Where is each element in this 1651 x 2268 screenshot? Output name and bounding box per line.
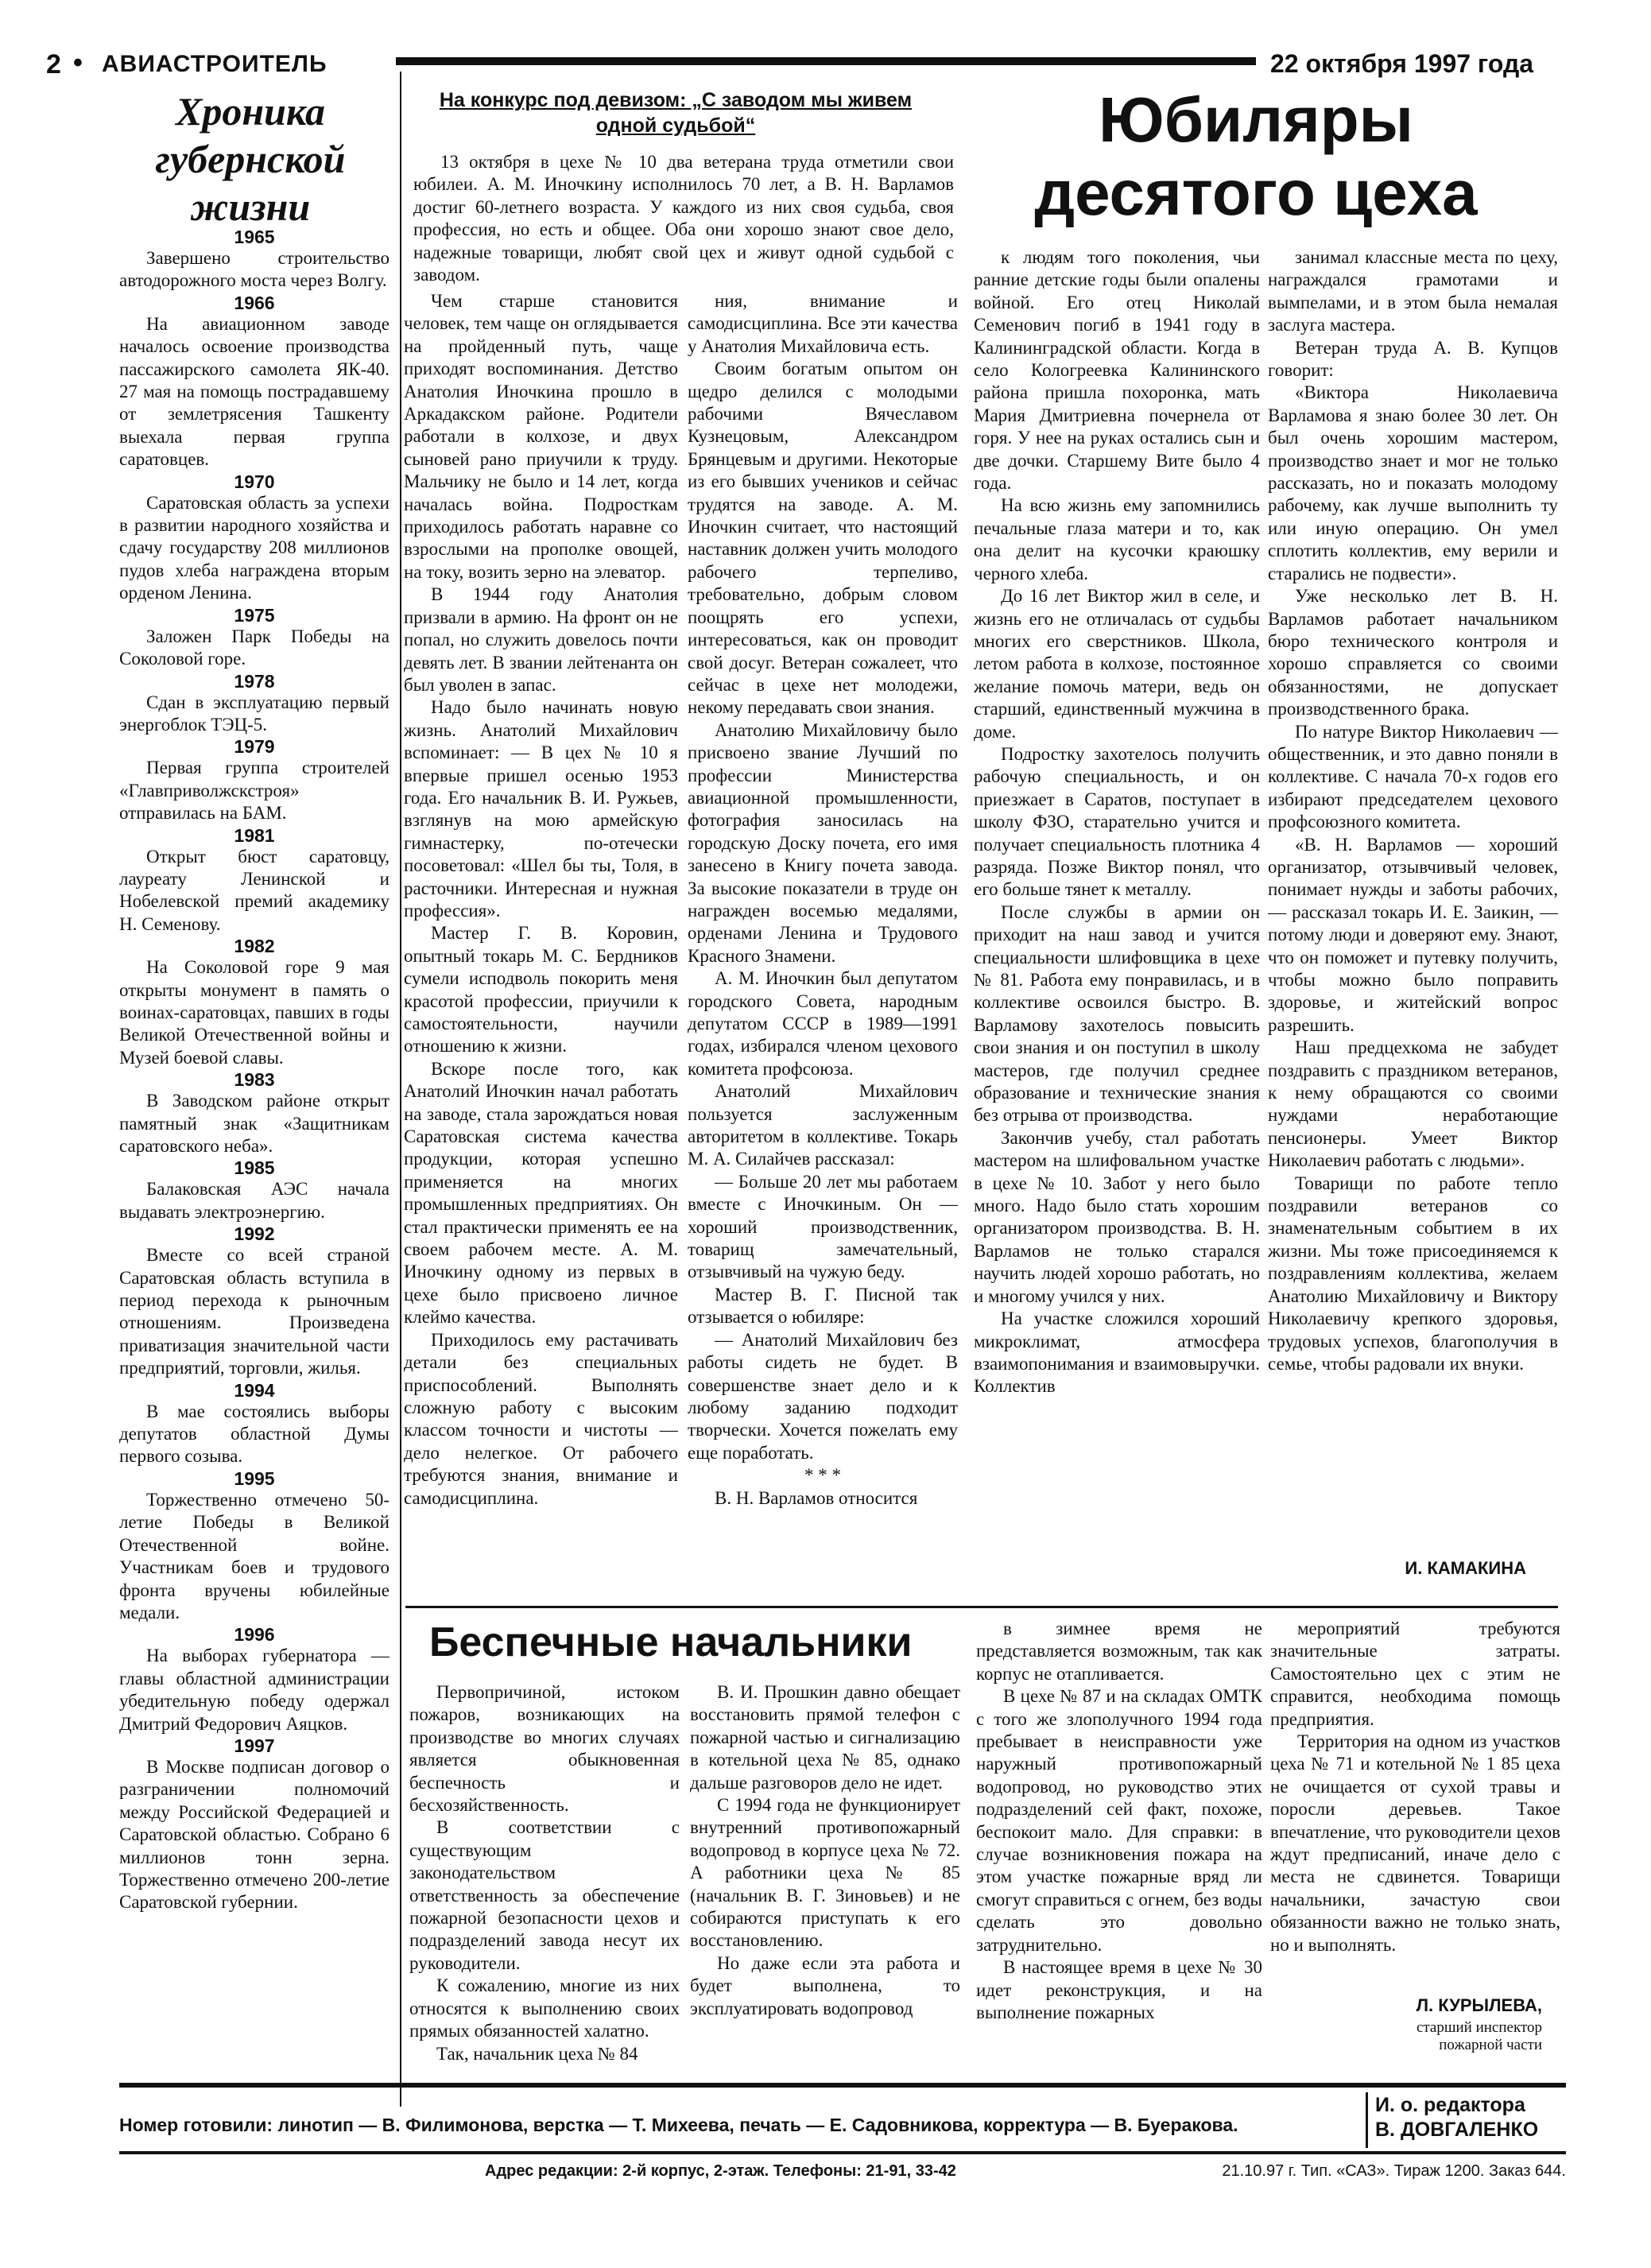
fire-col-3: в зимнее время не представляется возможным, так как корпус не отапливается. В цехе № 87 и на складах ОМТК с того же злополучного 1994 года пребывает в неисправности уже наружный противопожарный водопровод, но руководство этих подразделений сей факт, похоже, беспокоит мало. Для справки: в случае возникновения пожара на этом участке пожарные вряд ли смогут справиться с огнем, без воды сделать это довольно затруднительно. В настоящее время в цехе № 30 идет реконструкция, и на выполнение пожарных xyxy=(976,1619,1262,2022)
column-divider xyxy=(400,72,401,2107)
fire-col-1: Первопричиной, истоком пожаров, возникающих на производстве во многих случаях является обыкновенная беспечность и бесхозяйственность. В соответствии с существующим законодательством ответственность за обеспечение пожарной безопасности цехов и подразделений завода несут их руководители. К сожалению, многие из них относятся к выполнению своих прямых обязанностей халатно. Так, начальник цеха № 84 xyxy=(409,1682,680,2064)
chronicle-entry: 1994 В мае состоялись выборы депутатов областной Думы первого созыва. xyxy=(119,1379,389,1467)
chronicle-entry: 1983 В Заводском районе открыт памятный знак «Защитникам саратовского неба». xyxy=(119,1069,389,1156)
chronicle-entry: 1975 Заложен Парк Победы на Соколовой горе. xyxy=(119,604,389,669)
chronicle-entry: 1965 Завершено строительство автодорожного моста через Волгу. xyxy=(119,227,389,291)
masthead-rule xyxy=(396,57,1256,65)
footer-rule-bottom xyxy=(119,2151,1566,2154)
chronicle-entry: 1981 Открыт бюст саратовцу, лауреату Ленинской и Нобелевской премий академику Н. Семенову. xyxy=(119,824,389,934)
editor-role: И. о. редактора xyxy=(1375,2094,1525,2116)
jubilee-col-2: ния, внимание и самодисциплина. Все эти качества у Анатолия Михайловича есть. Своим богатым опытом он щедро делился с молодыми рабочими Вячеславом Кузнецовым, Александром Брянцевым и другими. Некоторые из его бывших учеников и сейчас трудятся на заводе. А. М. Иночкин считает, что настоящий наставник должен учить молодого рабочего терпеливо, требовательно, добрым словом поощрять его успехи, интересоваться, как он проводит свой досуг. Ветеран сожалеет, что сейчас в цехе нет молодежи, некому передавать свои знания. Анатолию Михайловичу было присвоено звание Лучший по профессии Министерства авиационной промышленности, фотография заносилась на городскую Доску почета, его имя занесено в Книгу почета завода. За высокие показатели в труде он награжден восемью медалями, орденами Ленина и Трудового Красного Знамени. А. М. Иночкин был депутатом городского Совета, народным депутатом СССР в 1989—1991 годах, избирался членом цехового комитета профсоюза. Анатолий Михайлович пользуется заслуженным авторитетом в коллективе. Токарь М. А. Силайчев рассказал: — Больше 20 лет мы работаем вместе с Иночкиным. Он — хороший производственник, товарищ замечательный, отзывчивый на чужую беду. Мастер В. Г. Писной так отзывается о юбиляре: — Анатолий Михайлович без работы сидеть не будет. В совершенстве знает дело и к любому заданию подходит творчески. Хочется пожелать ему еще поработать. * * * В. Н. Варламов относится xyxy=(688,290,958,1610)
section-divider xyxy=(405,1606,1558,1608)
jubilee-col-4: занимал классные места по цеху, награждался грамотами и вымпелами, и в этом была немалая заслуга мастера. Ветеран труда А. В. Купцов говорит: «Виктора Николаевича Варламова я знаю более 30 лет. Он был очень хорошим мастером, производство знает и мог не только рассказать, но и показать молодому рабочему, как лучше выполнить ту или иную операцию. Он умел сплотить коллектив, ему верили и старались не подвести». Уже несколько лет В. Н. Варламов работает начальником бюро технического контроля и хорошо справляется со своими обязанностями, не допускает производственного брака. По натуре Виктор Николаевич — общественник, и это давно поняли в коллективе. С начала 70-х годов его избирают председателем цехового профсоюзного комитета. «В. Н. Варламов — хороший организатор, отзывчивый человек, понимает нужды и заботы рабочих, — рассказал токарь И. Е. Заикин, — потому люди и доверяют ему. Знают, что он поможет и путевку получить, чтобы можно было поправить здоровье, и житейский вопрос разрешить. Наш предцехкома не забудет поздравить с праздником ветеранов, к нему обращаются со своими нуждами неработающие пенсионеры. Умеет Виктор Николаевич работать с людьми». Товарищи по работе тепло поздравили ветеранов со знаменательным событием в их жизни. Мы тоже присоединяемся к поздравлениям коллектива, желаем Анатолию Михайловичу и Виктору Николаевичу крепкого здоровья, трудовых успехов, благополучия в семье, чтобы радовали их внуки. xyxy=(1268,247,1558,1374)
fire-col-4: мероприятий требуются значительные затраты. Самостоятельно цех с этим не справится, необходима помощь предприятия. Территория на одном из участков цеха № 71 и котельной № 1 85 цеха не очищается от сухой травы и поросли деревьев. Такое впечатление, что руководители цехов ждут предписаний, иначе дело с места не сдвинется. Товарищи начальники, зачастую свои обязанности важно не только знать, но и выполнять. xyxy=(1270,1619,1560,1955)
chronicle-list xyxy=(119,227,389,2055)
chronicle-entry: 1966 На авиационном заводе началось освоение производства пассажирского самолета ЯК-40. 27 мая на помощь пострадавшему от землетрясения Ташкенту выехала первая группа саратовцев. xyxy=(119,292,389,470)
chronicle-entry: 1997 В Москве подписан договор о разграничении полномочий между Российской Федерацией и Саратовской областью. Собрано 6 миллионов тонн зерна. Торжественно отмечено 200-летие Саратовской губернии. xyxy=(119,1735,389,1913)
newspaper-name: АВИАСТРОИТЕЛЬ xyxy=(102,51,327,77)
jubilee-col-3: к людям того поколения, чьи ранние детские годы были опалены войной. Его отец Николай Семенович погиб в 1941 году в Калининградской области. Когда в село Кологреевка Калининского района пришла похоронка, мать Мария Дмитриевна почернела от горя. У нее на руках остались сын и две дочки. Старшему Вите было 4 года. На всю жизнь ему запомнились печальные глаза матери и то, как она делит на кусочки краюшку черного хлеба. До 16 лет Виктор жил в селе, и жизнь его не отличалась от судьбы многих его сверстников. Школа, летом работа в колхозе, постоянное желание помочь матери, ведь он старший, единственный мужчина в доме. Подростку захотелось получить рабочую специальность, и он приезжает в Саратов, поступает в школу ФЗО, старательно учится и получает специальность плотника 4 разряда. Позже Виктор понял, что его больше тянет к металлу. После службы в армии он приходит на наш завод и учится специальности шлифовщика в цехе № 81. Работа ему понравилась, и в коллективе освоился быстро. В. Варламову захотелось повысить свои знания и он поступил в школу мастеров, где получил среднее образование и технические знания без отрыва от производства. Закончив учебу, стал работать мастером на шлифовальном участке в цехе № 10. Забот у него было много. Надо было стать хорошим организатором производства. В. Н. Варламов не только старался научить людей хорошо работать, но и многому учился у них. На участке сложился хороший микроклимат, атмосфера взаимопонимания и взаимовыручки. Коллектив xyxy=(974,247,1260,1397)
chronicle-entry: 1996 На выборах губернатора — главы областной администрации убедительную победу одержал Дмитрий Федорович Аяцков. xyxy=(119,1624,389,1734)
editor-name: В. ДОВГАЛЕНКО xyxy=(1375,2119,1539,2141)
chronicle-entry: 1985 Балаковская АЭС начала выдавать электроэнергию. xyxy=(119,1157,389,1222)
issue-date: 22 октября 1997 года xyxy=(1270,49,1534,78)
chronicle-title: Хроника губернской жизни xyxy=(155,89,346,229)
footer-divider xyxy=(1366,2092,1368,2148)
editorial-address: Адрес редакции: 2-й корпус, 2-этаж. Телефоны: 21-91, 33-42 xyxy=(485,2162,956,2180)
chronicle-entry: 1970 Саратовская область за успехи в развитии народного хозяйства и сдачу государству 208 миллионов пудов хлеба награждена вторым орденом Ленина. xyxy=(119,471,389,603)
chronicle-entry: 1979 Первая группа строителей «Главприволжскстроя» отправилась на БАМ. xyxy=(119,736,389,824)
chronicle-entry: 1982 На Соколовой горе 9 мая открыты монумент в память о воинах-саратовцах, павших в годы Великой Отечественной войны и Музей боевой славы. xyxy=(119,936,389,1068)
chronicle-entry: 1995 Торжественно отмечено 50-летие Победы в Великой Отечественной войне. Участникам боев и трудового фронта вручены юбилейные медали. xyxy=(119,1467,389,1622)
print-info: 21.10.97 г. Тип. «САЗ». Тираж 1200. Заказ 644. xyxy=(1222,2162,1566,2180)
fire-article-author-role: старший инспектор пожарной части xyxy=(1416,2019,1542,2053)
section-stars: * * * xyxy=(804,1465,841,1486)
jubilee-col-1: Чем старше становится человек, тем чаще он оглядывается на пройденный путь, чаще приходят воспоминания. Детство Анатолия Иночкина прошло в Аркадакском районе. Родители работали в колхозе, и двух сыновей рано приучили к труду. Мальчику не было и 14 лет, когда началась война. Подросткам приходилось работать наравне со взрослыми на прополке овощей, на току, возить зерно на элеватор. В 1944 году Анатолия призвали в армию. На фронт он не попал, но служить довелось почти девять лет. В звании лейтенанта он был уволен в запас. Надо было начинать новую жизнь. Анатолий Михайлович вспоминает: — В цех № 10 я впервые пришел осенью 1953 года. Его начальник В. И. Ружьев, взглянув на мою армейскую гимнастерку, по-отечески посоветовал: «Шел бы ты, Толя, в расточники. Интересная и нужная профессия». Мастер Г. В. Коровин, опытный токарь М. С. Бердников сумели исподволь покорить меня красотой профессии, приучили к самостоятельности, научили отношению к жизни. Вскоре после того, как Анатолий Иночкин начал работать на заводе, стала зарождаться новая Саратовская система качества продукции, которая успешно применяется на многих промышленных предприятиях. Он стал практически применять ее на своем рабочем месте. А. М. Иночкину одному из первых в цехе было присвоено личное клеймо качества. Приходилось ему растачивать детали без специальных приспособлений. Выполнять сложную работу с высоким классом точности и чистоты — дело нелегкое. От рабочего требуются знания, внимание и самодисциплина. xyxy=(404,291,678,1508)
fire-col-2: В. И. Прошкин давно обещает восстановить прямой телефон с пожарной частью и сигнализацию в котельной цеха № 85, однако дальше разговоров дело не идет. С 1994 года не функционирует внутренний противопожарный водопровод в корпусе цеха № 72. А работники цеха № 85 (начальник В. Г. Зиновьев) и не собираются приступать к его восстановлению. Но даже если эта работа и будет выполнена, то эксплуатировать водопровод xyxy=(690,1682,960,2018)
issue-credits: Номер готовили: линотип — В. Филимонова, верстка — Т. Михеева, печать — Е. Садовникова, корректура — В. Буеракова. xyxy=(119,2115,1238,2135)
chronicle-entry: 1978 Сдан в эксплуатацию первый энергоблок ТЭЦ-5. xyxy=(119,670,389,735)
fire-article-author: Л. КУРЫЛЕВА, xyxy=(1416,1995,1542,2015)
footer-rule-top xyxy=(119,2083,1566,2088)
bullet: • xyxy=(73,48,83,78)
page-number: 2 xyxy=(46,49,61,79)
contest-kicker: На конкурс под девизом: „С заводом мы живем одной судьбой“ xyxy=(439,89,913,137)
article-author: И. КАМАКИНА xyxy=(1405,1558,1526,1578)
article-lead: 13 октября в цехе № 10 два ветерана труда отметили свои юбилеи. А. М. Иночкину исполнилось 70 лет, а В. Н. Варламов достиг 60-летнего возраста. У каждого из них своя судьба, своя профессия, но есть и общее. Оба они хорошо знают свое дело, надежные товарищи, любят свой цех и живут одной судьбой с заводом. xyxy=(413,152,954,285)
chronicle-entry: 1992 Вместе со всей страной Саратовская область вступила в период перехода к рыночным отношениям. Произведена приватизация значительной части предприятий, торговли, жилья. xyxy=(119,1223,389,1378)
continued-line: В. Н. Варламов относится xyxy=(715,1487,918,1508)
fire-article-headline: Беспечные начальники xyxy=(429,1619,913,1665)
article-headline: Юбиляры десятого цеха xyxy=(1034,84,1478,228)
